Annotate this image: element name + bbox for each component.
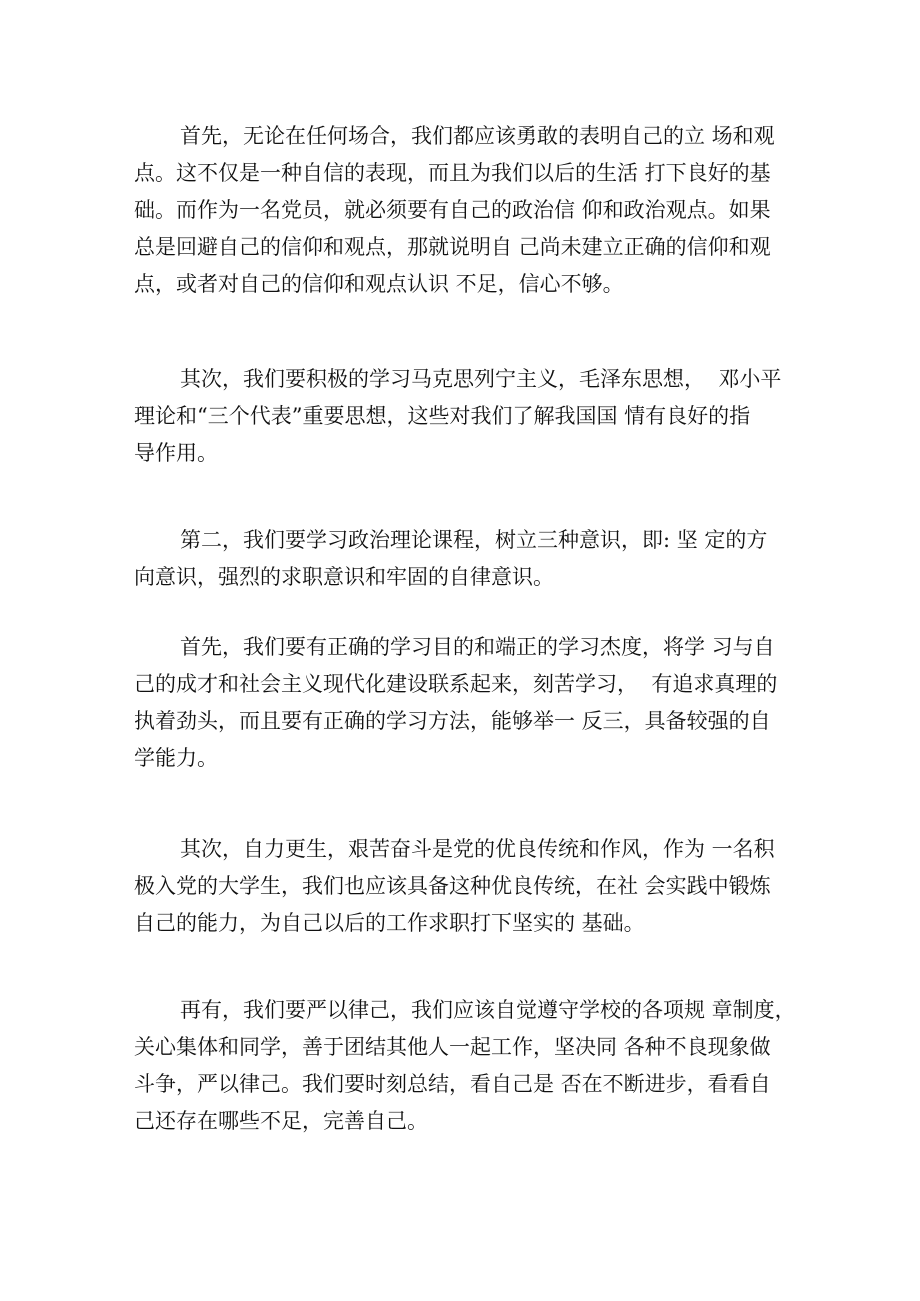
paragraph-line: 再有，我们要严以律己，我们应该自觉遵守学校的各项规 章制度， (180, 998, 796, 1022)
paragraph-line: 斗争，严以律己。我们要时刻总结，看自己是 否在不断进步，看看自 (134, 1072, 771, 1096)
paragraph-line: 点，或者对自己的信仰和观点认识 不足，信心不够。 (134, 272, 624, 296)
paragraph-3 (134, 522, 794, 596)
paragraph-line: 首先，无论在任何场合，我们都应该勇敢的表明自己的立 场和观 (180, 124, 775, 148)
paragraph-line: 理论和“三个代表”重要思想，这些对我们了解我国国 情有良好的指 (134, 404, 751, 428)
paragraph-line: 关心集体和同学，善于团结其他人一起工作，坚决同 各种不良现象做 (134, 1035, 771, 1059)
paragraph-4 (134, 629, 794, 777)
paragraph-line: 总是回避自己的信仰和观点，那就说明自 己尚未建立正确的信仰和观 (134, 235, 771, 259)
paragraph-line: 己的成才和社会主义现代化建设联系起来，刻苦学习， 有追求真理的 (134, 672, 778, 696)
paragraph-line: 自己的能力，为自己以后的工作求职打下坚实的 基础。 (134, 911, 645, 935)
paragraph-line: 执着劲头，而且要有正确的学习方法，能够举一 反三，具备较强的自 (134, 709, 771, 733)
paragraph-line: 第二，我们要学习政治理论课程，树立三种意识，即: 坚 定的方 (180, 528, 768, 552)
paragraph-2 (134, 361, 794, 472)
paragraph-line: 首先，我们要有正确的学习目的和端正的学习杰度，将学 习与自 (180, 635, 775, 659)
paragraph-line: 其次，我们要积极的学习马克思列宁主义，毛泽东思想， 邓小平 (180, 367, 782, 391)
paragraph-line: 向意识，强烈的求职意识和牢固的自律意识。 (134, 565, 554, 589)
paragraph-line: 导作用。 (134, 441, 218, 465)
paragraph-line: 其次，自力更生，艰苦奋斗是党的优良传统和作风，作为 一名积 (180, 837, 775, 861)
paragraph-line: 学能力。 (134, 746, 218, 770)
paragraph-line: 础。而作为一名党员，就必须要有自己的政治信 仰和政治观点。如果 (134, 198, 771, 222)
paragraph-6 (134, 992, 794, 1140)
paragraph-line: 点。这不仅是一种自信的表现，而且为我们以后的生活 打下良好的基 (134, 161, 771, 185)
paragraph-line: 极入党的大学生，我们也应该具备这种优良传统，在社 会实践中锻炼 (134, 874, 771, 898)
paragraph-line: 己还存在哪些不足，完善自己。 (134, 1109, 428, 1133)
paragraph-1 (134, 118, 794, 303)
paragraph-5 (134, 831, 794, 942)
